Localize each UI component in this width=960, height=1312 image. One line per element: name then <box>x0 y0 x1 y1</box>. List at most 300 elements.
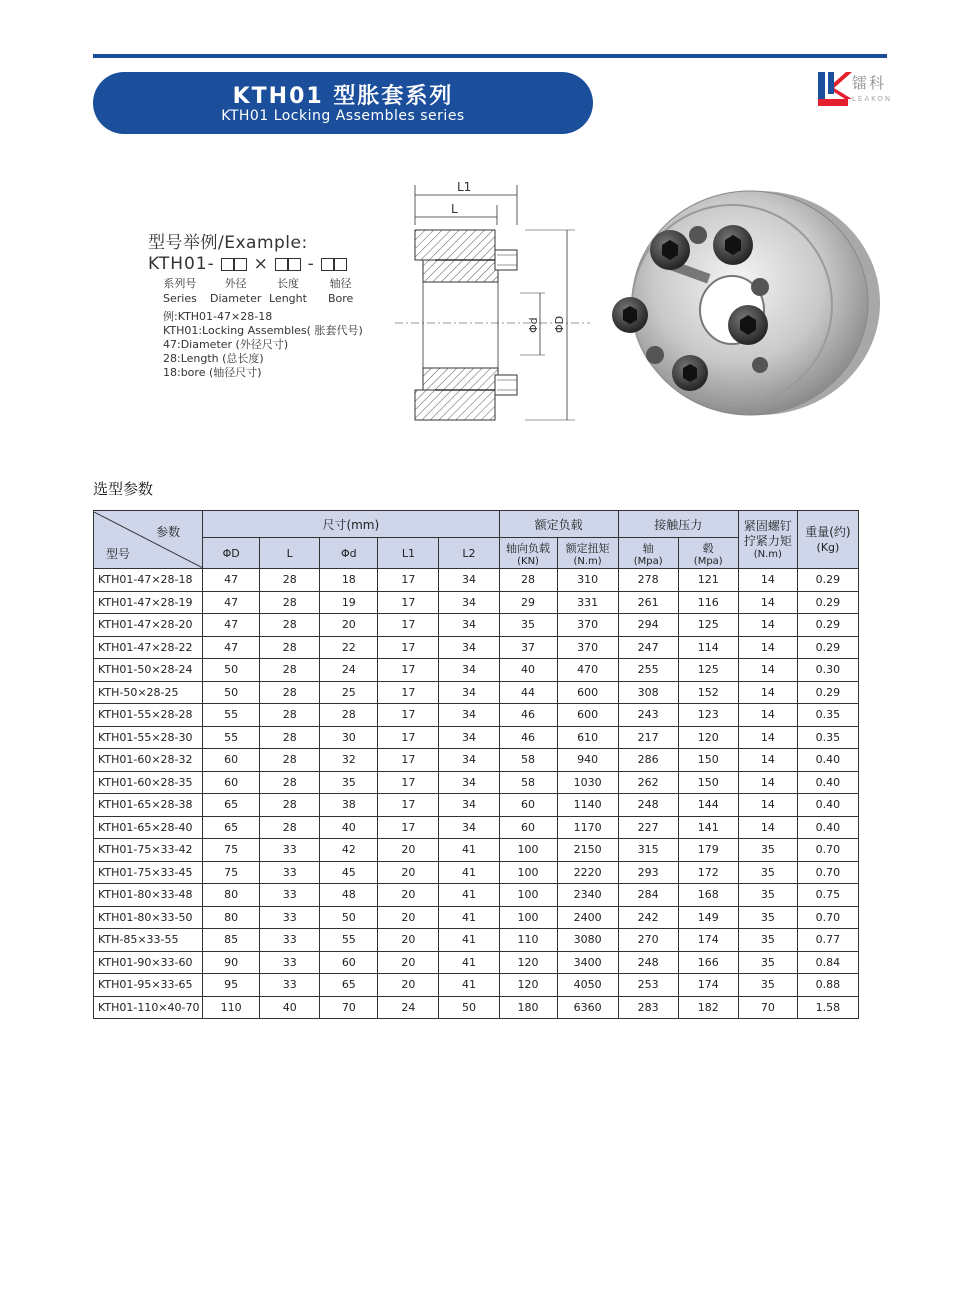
col-L: L <box>260 538 320 569</box>
value-cell: 70 <box>738 996 797 1019</box>
value-cell: 0.70 <box>797 839 858 862</box>
value-cell: 20 <box>320 614 378 637</box>
value-cell: 172 <box>678 861 738 884</box>
value-cell: 242 <box>618 906 678 929</box>
value-cell: 28 <box>320 704 378 727</box>
model-cell: KTH01-75×33-42 <box>94 839 203 862</box>
value-cell: 2220 <box>557 861 618 884</box>
value-cell: 168 <box>678 884 738 907</box>
label-length-cn: 长度 <box>276 277 299 290</box>
value-cell: 0.35 <box>797 704 858 727</box>
value-cell: 331 <box>557 591 618 614</box>
label-bore <box>328 276 353 306</box>
table-row <box>94 816 859 839</box>
value-cell: 34 <box>439 749 499 772</box>
value-cell: 4050 <box>557 974 618 997</box>
value-cell: 20 <box>378 884 439 907</box>
value-cell: 17 <box>378 681 439 704</box>
value-cell: 14 <box>738 681 797 704</box>
table-row <box>94 929 859 952</box>
value-cell: 227 <box>618 816 678 839</box>
note-line: 例:KTH01-47×28-18 <box>163 310 273 323</box>
value-cell: 35 <box>738 974 797 997</box>
spec-table-body <box>94 569 859 1019</box>
table-row <box>94 861 859 884</box>
col-shaft-unit: (Mpa) <box>633 555 663 567</box>
table-row <box>94 569 859 592</box>
value-cell: 47 <box>203 614 260 637</box>
value-cell: 293 <box>618 861 678 884</box>
group-torque-label: 紧固螺钉拧紧力矩 <box>743 519 792 548</box>
value-cell: 17 <box>378 636 439 659</box>
value-cell: 20 <box>378 929 439 952</box>
value-cell: 75 <box>203 839 260 862</box>
spec-table <box>93 510 859 1019</box>
value-cell: 80 <box>203 906 260 929</box>
value-cell: 0.29 <box>797 681 858 704</box>
value-cell: 40 <box>499 659 557 682</box>
code-box <box>221 258 234 271</box>
value-cell: 248 <box>618 951 678 974</box>
group-weight-label: 重量(约) <box>805 524 851 539</box>
note-line: 18:bore (轴径尺寸) <box>163 366 262 379</box>
value-cell: 50 <box>203 659 260 682</box>
value-cell: 17 <box>378 614 439 637</box>
value-cell: 0.84 <box>797 951 858 974</box>
table-row <box>94 591 859 614</box>
value-cell: 46 <box>499 704 557 727</box>
value-cell: 60 <box>499 816 557 839</box>
value-cell: 41 <box>439 951 499 974</box>
value-cell: 940 <box>557 749 618 772</box>
value-cell: 47 <box>203 569 260 592</box>
value-cell: 28 <box>260 591 320 614</box>
value-cell: 14 <box>738 749 797 772</box>
value-cell: 255 <box>618 659 678 682</box>
corner-param: 参数 <box>156 524 181 539</box>
label-diameter <box>210 276 261 306</box>
value-cell: 29 <box>499 591 557 614</box>
section-title: 选型参数 <box>93 480 154 498</box>
value-cell: 114 <box>678 636 738 659</box>
value-cell: 180 <box>499 996 557 1019</box>
value-cell: 14 <box>738 704 797 727</box>
value-cell: 50 <box>320 906 378 929</box>
title-en: KTH01 Locking Assembles series <box>221 108 465 124</box>
value-cell: 0.30 <box>797 659 858 682</box>
value-cell: 600 <box>557 681 618 704</box>
model-cell: KTH01-80×33-48 <box>94 884 203 907</box>
value-cell: 60 <box>320 951 378 974</box>
value-cell: 24 <box>320 659 378 682</box>
value-cell: 33 <box>260 884 320 907</box>
value-cell: 14 <box>738 614 797 637</box>
value-cell: 25 <box>320 681 378 704</box>
dim-L1-label: L1 <box>457 180 472 194</box>
value-cell: 41 <box>439 906 499 929</box>
table-row <box>94 749 859 772</box>
label-length <box>269 276 307 306</box>
value-cell: 34 <box>439 771 499 794</box>
value-cell: 20 <box>378 839 439 862</box>
value-cell: 32 <box>320 749 378 772</box>
value-cell: 14 <box>738 659 797 682</box>
table-row <box>94 839 859 862</box>
value-cell: 28 <box>260 749 320 772</box>
model-cell: KTH01-90×33-60 <box>94 951 203 974</box>
brand-logo <box>816 68 896 112</box>
value-cell: 34 <box>439 659 499 682</box>
value-cell: 470 <box>557 659 618 682</box>
value-cell: 14 <box>738 794 797 817</box>
value-cell: 370 <box>557 614 618 637</box>
table-row <box>94 771 859 794</box>
col-hub-unit: (Mpa) <box>693 555 723 567</box>
value-cell: 30 <box>320 726 378 749</box>
dim-L-label: L <box>451 202 458 216</box>
group-pressure: 接触压力 <box>618 511 738 538</box>
value-cell: 35 <box>738 884 797 907</box>
value-cell: 0.29 <box>797 636 858 659</box>
value-cell: 58 <box>499 771 557 794</box>
leakon-logo-icon <box>816 68 852 112</box>
model-cell: KTH01-75×33-45 <box>94 861 203 884</box>
value-cell: 0.40 <box>797 794 858 817</box>
col-hub-label: 毂 <box>702 541 714 555</box>
label-series-en: Series <box>163 292 197 305</box>
value-cell: 34 <box>439 726 499 749</box>
value-cell: 65 <box>203 816 260 839</box>
col-axial-unit: (KN) <box>517 555 539 567</box>
model-cell: KTH01-47×28-18 <box>94 569 203 592</box>
label-diameter-cn: 外径 <box>224 277 247 290</box>
model-cell: KTH01-65×28-38 <box>94 794 203 817</box>
value-cell: 17 <box>378 704 439 727</box>
value-cell: 0.88 <box>797 974 858 997</box>
value-cell: 28 <box>260 636 320 659</box>
note-line: 28:Length (总长度) <box>163 352 264 365</box>
value-cell: 22 <box>320 636 378 659</box>
value-cell: 55 <box>203 726 260 749</box>
value-cell: 2340 <box>557 884 618 907</box>
col-shaft-label: 轴 <box>642 541 654 555</box>
model-cell: KTH01-55×28-28 <box>94 704 203 727</box>
value-cell: 270 <box>618 929 678 952</box>
value-cell: 0.40 <box>797 749 858 772</box>
value-cell: 70 <box>320 996 378 1019</box>
value-cell: 33 <box>260 861 320 884</box>
value-cell: 40 <box>320 816 378 839</box>
value-cell: 149 <box>678 906 738 929</box>
col-axial-label: 轴向负载 <box>506 541 551 555</box>
value-cell: 41 <box>439 839 499 862</box>
value-cell: 17 <box>378 591 439 614</box>
value-cell: 33 <box>260 951 320 974</box>
value-cell: 47 <box>203 636 260 659</box>
value-cell: 17 <box>378 816 439 839</box>
model-cell: KTH01-80×33-50 <box>94 906 203 929</box>
value-cell: 243 <box>618 704 678 727</box>
value-cell: 19 <box>320 591 378 614</box>
value-cell: 14 <box>738 636 797 659</box>
value-cell: 1.58 <box>797 996 858 1019</box>
value-cell: 34 <box>439 681 499 704</box>
model-cell: KTH01-60×28-35 <box>94 771 203 794</box>
value-cell: 600 <box>557 704 618 727</box>
table-row <box>94 884 859 907</box>
value-cell: 35 <box>738 861 797 884</box>
value-cell: 35 <box>738 929 797 952</box>
value-cell: 310 <box>557 569 618 592</box>
section-drawing <box>395 175 595 427</box>
value-cell: 14 <box>738 771 797 794</box>
value-cell: 0.70 <box>797 861 858 884</box>
value-cell: 174 <box>678 974 738 997</box>
value-cell: 17 <box>378 659 439 682</box>
value-cell: 14 <box>738 569 797 592</box>
value-cell: 34 <box>439 794 499 817</box>
value-cell: 28 <box>260 726 320 749</box>
code-box <box>334 258 347 271</box>
value-cell: 35 <box>499 614 557 637</box>
col-D: ΦD <box>203 538 260 569</box>
value-cell: 41 <box>439 974 499 997</box>
value-cell: 60 <box>499 794 557 817</box>
value-cell: 90 <box>203 951 260 974</box>
value-cell: 17 <box>378 771 439 794</box>
value-cell: 33 <box>260 839 320 862</box>
col-torque-unit: (N.m) <box>573 555 602 567</box>
value-cell: 1030 <box>557 771 618 794</box>
value-cell: 28 <box>260 569 320 592</box>
value-cell: 14 <box>738 591 797 614</box>
value-cell: 370 <box>557 636 618 659</box>
value-cell: 308 <box>618 681 678 704</box>
value-cell: 28 <box>260 614 320 637</box>
value-cell: 284 <box>618 884 678 907</box>
value-cell: 110 <box>203 996 260 1019</box>
model-cell: KTH01-47×28-20 <box>94 614 203 637</box>
value-cell: 46 <box>499 726 557 749</box>
title-cn: KTH01 型胀套系列 <box>232 84 454 109</box>
code-dash: - <box>307 254 315 274</box>
value-cell: 100 <box>499 906 557 929</box>
value-cell: 150 <box>678 749 738 772</box>
value-cell: 45 <box>320 861 378 884</box>
model-cell: KTH01-47×28-19 <box>94 591 203 614</box>
value-cell: 35 <box>738 906 797 929</box>
value-cell: 253 <box>618 974 678 997</box>
value-cell: 80 <box>203 884 260 907</box>
model-cell: KTH01-60×28-32 <box>94 749 203 772</box>
value-cell: 24 <box>378 996 439 1019</box>
value-cell: 47 <box>203 591 260 614</box>
value-cell: 182 <box>678 996 738 1019</box>
model-cell: KTH01-55×28-30 <box>94 726 203 749</box>
value-cell: 34 <box>439 569 499 592</box>
code-box <box>234 258 247 271</box>
value-cell: 20 <box>378 974 439 997</box>
table-row <box>94 659 859 682</box>
value-cell: 28 <box>260 681 320 704</box>
table-row <box>94 614 859 637</box>
table-row <box>94 636 859 659</box>
value-cell: 28 <box>260 771 320 794</box>
value-cell: 0.40 <box>797 816 858 839</box>
value-cell: 34 <box>439 816 499 839</box>
value-cell: 55 <box>320 929 378 952</box>
col-L2: L2 <box>439 538 499 569</box>
value-cell: 41 <box>439 884 499 907</box>
dim-D-label: ΦD <box>553 315 566 333</box>
value-cell: 294 <box>618 614 678 637</box>
value-cell: 100 <box>499 884 557 907</box>
value-cell: 28 <box>499 569 557 592</box>
value-cell: 283 <box>618 996 678 1019</box>
value-cell: 3400 <box>557 951 618 974</box>
logo-en: LEAKON <box>852 95 893 103</box>
value-cell: 100 <box>499 861 557 884</box>
model-cell: KTH01-110×40-70 <box>94 996 203 1019</box>
value-cell: 1140 <box>557 794 618 817</box>
value-cell: 141 <box>678 816 738 839</box>
value-cell: 42 <box>320 839 378 862</box>
model-cell: KTH01-65×28-40 <box>94 816 203 839</box>
model-cell: KTH01-95×33-65 <box>94 974 203 997</box>
value-cell: 85 <box>203 929 260 952</box>
group-load: 额定负载 <box>499 511 618 538</box>
value-cell: 278 <box>618 569 678 592</box>
value-cell: 60 <box>203 749 260 772</box>
value-cell: 60 <box>203 771 260 794</box>
value-cell: 116 <box>678 591 738 614</box>
value-cell: 1170 <box>557 816 618 839</box>
example-code <box>148 254 347 274</box>
code-box <box>288 258 301 271</box>
value-cell: 41 <box>439 929 499 952</box>
logo-cn: 镭科 <box>852 74 887 92</box>
value-cell: 17 <box>378 794 439 817</box>
value-cell: 58 <box>499 749 557 772</box>
label-series-cn: 系列号 <box>163 277 197 290</box>
header-rule <box>93 54 887 58</box>
value-cell: 17 <box>378 569 439 592</box>
value-cell: 35 <box>738 839 797 862</box>
group-weight <box>797 511 858 569</box>
table-row <box>94 974 859 997</box>
value-cell: 120 <box>499 974 557 997</box>
value-cell: 50 <box>203 681 260 704</box>
col-L1: L1 <box>378 538 439 569</box>
value-cell: 28 <box>260 704 320 727</box>
model-cell: KTH01-50×28-24 <box>94 659 203 682</box>
value-cell: 3080 <box>557 929 618 952</box>
value-cell: 41 <box>439 861 499 884</box>
value-cell: 2150 <box>557 839 618 862</box>
value-cell: 0.77 <box>797 929 858 952</box>
value-cell: 6360 <box>557 996 618 1019</box>
table-row <box>94 726 859 749</box>
label-diameter-en: Diameter <box>210 292 262 305</box>
value-cell: 33 <box>260 929 320 952</box>
value-cell: 262 <box>618 771 678 794</box>
label-series <box>163 276 197 306</box>
value-cell: 166 <box>678 951 738 974</box>
table-row <box>94 704 859 727</box>
value-cell: 217 <box>618 726 678 749</box>
group-dims: 尺寸(mm) <box>203 511 499 538</box>
table-row <box>94 794 859 817</box>
value-cell: 120 <box>678 726 738 749</box>
label-bore-cn: 轴径 <box>329 277 352 290</box>
value-cell: 0.29 <box>797 614 858 637</box>
value-cell: 100 <box>499 839 557 862</box>
value-cell: 144 <box>678 794 738 817</box>
value-cell: 248 <box>618 794 678 817</box>
group-torque <box>738 511 797 569</box>
col-d: Φd <box>320 538 378 569</box>
model-cell: KTH01-47×28-22 <box>94 636 203 659</box>
value-cell: 150 <box>678 771 738 794</box>
table-row <box>94 906 859 929</box>
value-cell: 286 <box>618 749 678 772</box>
value-cell: 20 <box>378 906 439 929</box>
value-cell: 38 <box>320 794 378 817</box>
value-cell: 18 <box>320 569 378 592</box>
value-cell: 17 <box>378 749 439 772</box>
value-cell: 34 <box>439 704 499 727</box>
value-cell: 75 <box>203 861 260 884</box>
note-line: 47:Diameter (外径尺寸) <box>163 338 289 351</box>
dim-d-label: Φd <box>527 317 540 333</box>
corner-model: 型号 <box>106 546 131 561</box>
col-shaft <box>618 538 678 569</box>
value-cell: 35 <box>738 951 797 974</box>
value-cell: 44 <box>499 681 557 704</box>
value-cell: 2400 <box>557 906 618 929</box>
group-weight-unit: (Kg) <box>816 540 840 554</box>
value-cell: 125 <box>678 614 738 637</box>
value-cell: 14 <box>738 726 797 749</box>
example-title: 型号举例/Example: <box>148 233 308 253</box>
corner-header <box>94 511 203 569</box>
value-cell: 28 <box>260 794 320 817</box>
value-cell: 20 <box>378 861 439 884</box>
col-torque-label: 额定扭矩 <box>565 541 610 555</box>
product-photo <box>610 175 880 435</box>
col-hub <box>678 538 738 569</box>
value-cell: 14 <box>738 816 797 839</box>
value-cell: 37 <box>499 636 557 659</box>
value-cell: 33 <box>260 906 320 929</box>
value-cell: 34 <box>439 591 499 614</box>
group-torque-unit: (N.m) <box>753 549 782 560</box>
value-cell: 0.40 <box>797 771 858 794</box>
value-cell: 48 <box>320 884 378 907</box>
value-cell: 28 <box>260 816 320 839</box>
value-cell: 261 <box>618 591 678 614</box>
value-cell: 50 <box>439 996 499 1019</box>
value-cell: 110 <box>499 929 557 952</box>
value-cell: 34 <box>439 614 499 637</box>
table-row <box>94 681 859 704</box>
value-cell: 17 <box>378 726 439 749</box>
value-cell: 121 <box>678 569 738 592</box>
value-cell: 34 <box>439 636 499 659</box>
example-notes <box>163 310 363 380</box>
value-cell: 0.35 <box>797 726 858 749</box>
value-cell: 315 <box>618 839 678 862</box>
